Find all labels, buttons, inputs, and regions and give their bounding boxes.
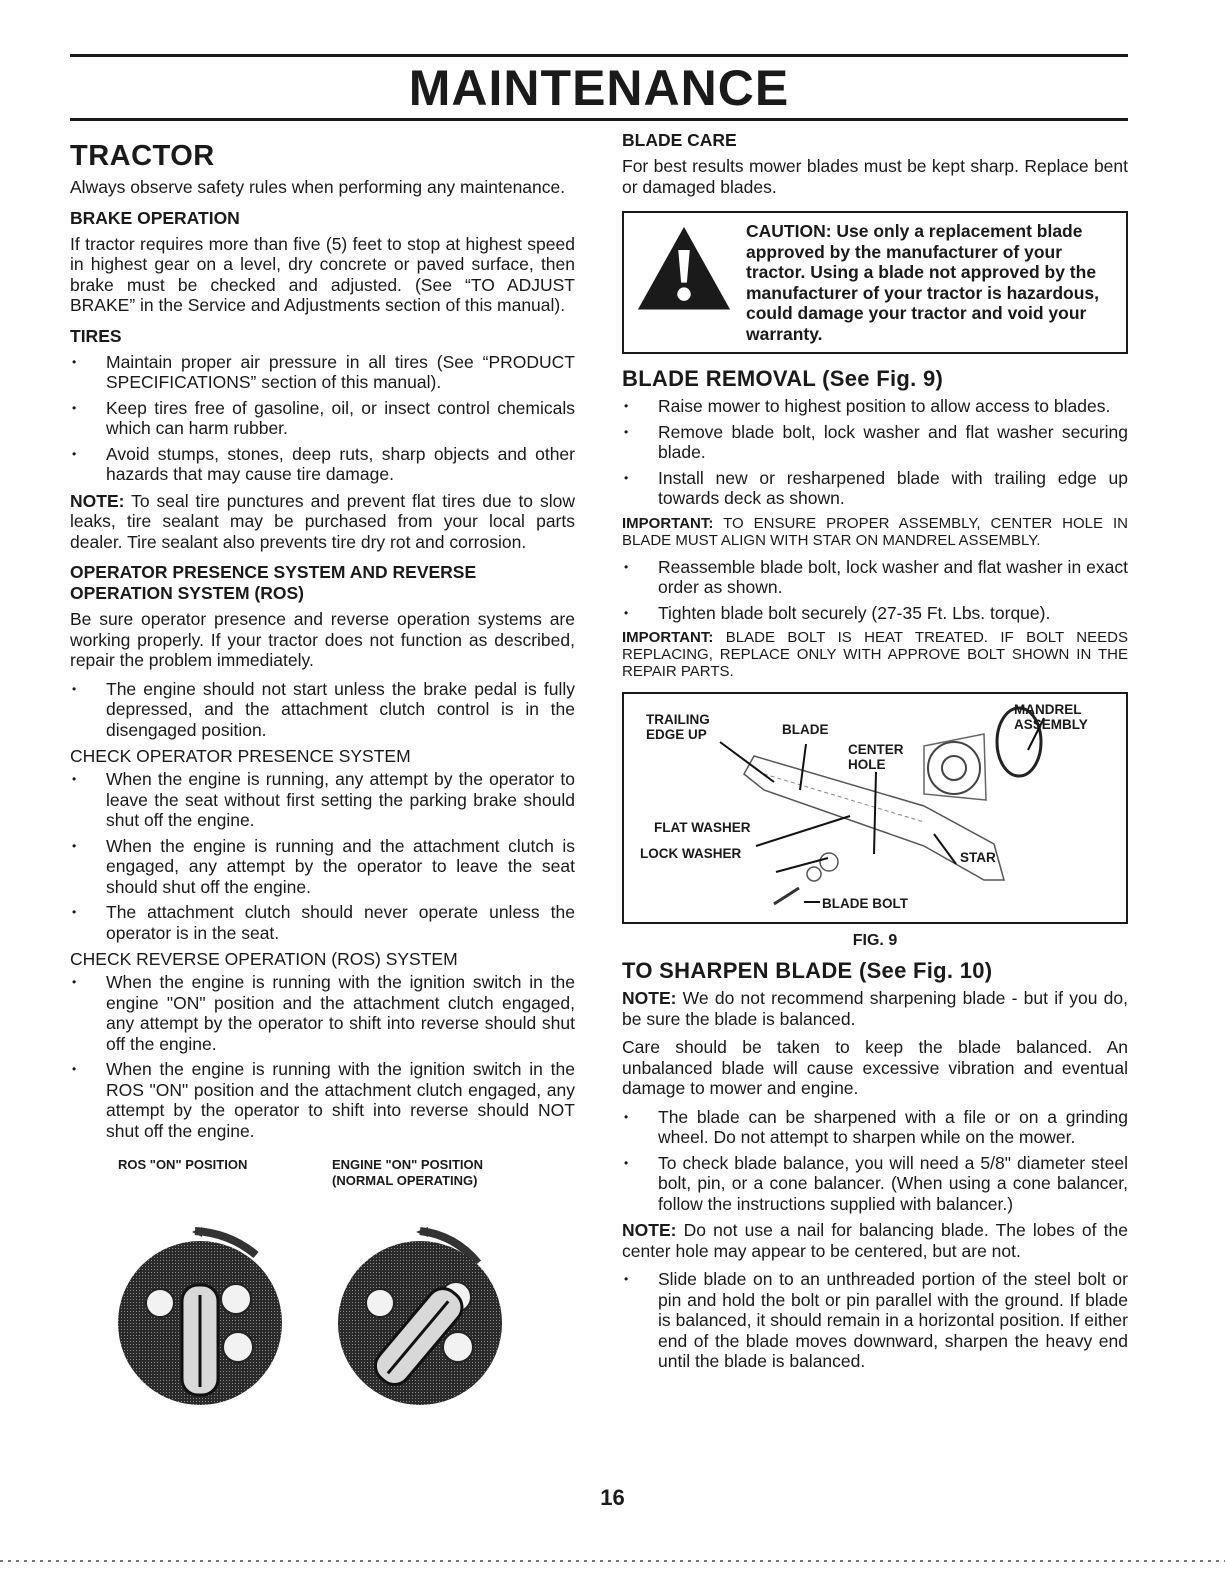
figure-9 [622, 692, 1128, 924]
tires-note [70, 491, 575, 553]
note-label: NOTE: [622, 1220, 677, 1240]
list-item: • When the engine is running with the ignition switch in the ROS "ON" position and the attachment clutch engaged, any attempt by the operator to shift into reverse should NOT shut off the engine. [70, 1059, 575, 1141]
label-blade: BLADE [782, 722, 829, 737]
list-item: • To check blade balance, you will need a 5/8" diameter steel bolt, pin, or a cone balancer. (When using a cone balancer, follow the instructions supplied with balancer.) [622, 1153, 1128, 1215]
tires-list [70, 352, 575, 485]
ignition-knob-labels [70, 1155, 575, 1215]
label-center: CENTER [848, 742, 904, 757]
note-text: To seal tire punctures and prevent flat tires due to slow leaks, tire sealant may be purchased from your local parts dealer. Tire sealant also prevents tire dry rot and corrosion. [70, 490, 575, 552]
sharpen-text: Care should be taken to keep the blade balanced. An unbalanced blade will cause excessive vibration and eventual damage to mower and engine. [622, 1037, 1128, 1098]
important-text: BLADE BOLT IS HEAT TREATED. IF BOLT NEEDS REPLACING, REPLACE ONLY WITH APPROVE BOLT SHOWN IN THE REPAIR PARTS. [622, 629, 1128, 680]
label-edge-up: EDGE UP [646, 727, 707, 742]
sharpen-note-2 [622, 1220, 1128, 1261]
check-ros-list [70, 972, 575, 1141]
note-label: NOTE: [622, 988, 677, 1008]
label-hole: HOLE [848, 757, 886, 772]
ignition-switch-illustration [70, 1215, 575, 1415]
list-item: • The attachment clutch should never operate unless the operator is in the seat. [70, 902, 575, 943]
ros-knob-icon [118, 1227, 282, 1405]
important-text: TO ENSURE PROPER ASSEMBLY, CENTER HOLE IN BLADE MUST ALIGN WITH STAR ON MANDREL ASSEMBLY. [622, 514, 1128, 549]
top-rule [70, 54, 1128, 57]
right-column [622, 130, 1128, 1378]
ros-position-label: ROS "ON" POSITION [118, 1157, 248, 1172]
list-item: • When the engine is running with the ignition switch in the engine "ON" position and the attachment clutch engaged, any attempt by the operator to shift into reverse should shut off the engine. [70, 972, 575, 1054]
list-item: • Avoid stumps, stones, deep ruts, sharp objects and other hazards that may cause tire damage. [70, 444, 575, 485]
sharpen-list [622, 1107, 1128, 1215]
important-label: IMPORTANT: [622, 514, 714, 532]
list-item: • Keep tires free of gasoline, oil, or insect control chemicals which can harm rubber. [70, 398, 575, 439]
engine-knob-icon [338, 1227, 502, 1405]
list-item: • The engine should not start unless the brake pedal is fully depressed, and the attachment clutch control is in the disengaged position. [70, 679, 575, 741]
list-item: • Maintain proper air pressure in all tires (See “PRODUCT SPECIFICATIONS” section of this manual). [70, 352, 575, 393]
page-number: 16 [600, 1485, 625, 1510]
page-title: MAINTENANCE [408, 60, 790, 116]
note-text: We do not recommend sharpening blade - but if you do, be sure the blade is balanced. [622, 988, 1128, 1029]
engine-position-sublabel: (NORMAL OPERATING) [332, 1173, 478, 1188]
sharpen-list-2 [622, 1269, 1128, 1372]
figure-caption: FIG. 9 [852, 932, 898, 949]
blade-care-text: For best results mower blades must be kept sharp. Replace bent or damaged blades. [622, 156, 1128, 197]
list-item: • When the engine is running, any attempt by the operator to leave the seat without first setting the parking brake should shut off the engine. [70, 769, 575, 831]
brake-heading: BRAKE OPERATION [70, 207, 240, 228]
caution-box [622, 211, 1128, 354]
removal-list [622, 396, 1128, 509]
label-mandrel: MANDREL [1014, 702, 1082, 717]
list-item: • Tighten blade bolt securely (27-35 Ft. Lbs. torque). [622, 603, 1128, 624]
blade-care-heading: BLADE CARE [622, 130, 737, 150]
important-note-1 [622, 515, 1128, 549]
sharpen-note-1 [622, 988, 1128, 1029]
check-ops-list [70, 769, 575, 943]
removal-list-2 [622, 557, 1128, 624]
ignition-knob-illustrations [70, 1215, 575, 1415]
list-item: • Install new or resharpened blade with trailing edge up towards deck as shown. [622, 468, 1128, 509]
engine-position-label: ENGINE "ON" POSITION [332, 1157, 484, 1172]
note-label: NOTE: [70, 490, 125, 511]
important-note-2 [622, 629, 1128, 680]
warning-triangle-icon [636, 225, 732, 311]
list-item: • Raise mower to highest position to allow access to blades. [622, 396, 1128, 417]
check-ros-heading: CHECK REVERSE OPERATION (ROS) SYSTEM [70, 949, 458, 969]
caution-text: CAUTION: Use only a replacement blade approved by the manufacturer of your tractor. Using a blade not approved by the manufacturer of your tractor is hazardous, could damage your tractor and void your warranty. [746, 221, 1099, 344]
blade-removal-heading: BLADE REMOVAL (See Fig. 9) [622, 366, 944, 391]
tires-heading: TIRES [70, 325, 122, 346]
ops-heading: OPERATOR PRESENCE SYSTEM AND REVERSE OPERATION SYSTEM (ROS) [70, 562, 477, 603]
list-item: • Reassemble blade bolt, lock washer and flat washer in exact order as shown. [622, 557, 1128, 598]
label-star: STAR [960, 850, 996, 865]
left-column [70, 130, 575, 1415]
title-rule [70, 118, 1128, 121]
label-assembly: ASSEMBLY [1014, 717, 1088, 732]
sharpen-heading: TO SHARPEN BLADE (See Fig. 10) [622, 958, 993, 983]
important-label: IMPORTANT: [622, 629, 714, 646]
ops-text: Be sure operator presence and reverse operation systems are working properly. If your tractor does not function as described, repair the problem immediately. [70, 609, 575, 670]
section-title-tractor: TRACTOR [70, 140, 215, 172]
list-item: • When the engine is running and the attachment clutch is engaged, any attempt by the operator to leave the seat should shut off the engine. [70, 836, 575, 898]
list-item: • Slide blade on to an unthreaded portion of the steel bolt or pin and hold the bolt or pin parallel with the ground. If blade is balanced, it should remain in a horizontal position. If either end of the blade moves downward, sharpen the heavy end until the blade is balanced. [622, 1269, 1128, 1372]
ops-list [70, 679, 575, 741]
label-blade-bolt: BLADE BOLT [822, 896, 908, 911]
label-flat-washer: FLAT WASHER [654, 820, 751, 835]
label-lock-washer: LOCK WASHER [640, 846, 742, 861]
list-item: • The blade can be sharpened with a file or on a grinding wheel. Do not attempt to sharpen while on the mower. [622, 1107, 1128, 1148]
bottom-dotted-edge [0, 1560, 1225, 1562]
label-trailing: TRAILING [646, 712, 710, 727]
intro-text: Always observe safety rules when performing any maintenance. [70, 177, 566, 197]
note-text: Do not use a nail for balancing blade. The lobes of the center hole may appear to be centered, but are not. [622, 1220, 1128, 1261]
check-ops-heading: CHECK OPERATOR PRESENCE SYSTEM [70, 746, 411, 766]
brake-text: If tractor requires more than five (5) feet to stop at highest speed in highest gear on a level, dry concrete or paved surface, then brake must be checked and adjusted. (See “TO ADJUST BRAKE” in the Service and Adjustments section of this manual). [70, 233, 575, 315]
list-item: • Remove blade bolt, lock washer and flat washer securing blade. [622, 422, 1128, 463]
